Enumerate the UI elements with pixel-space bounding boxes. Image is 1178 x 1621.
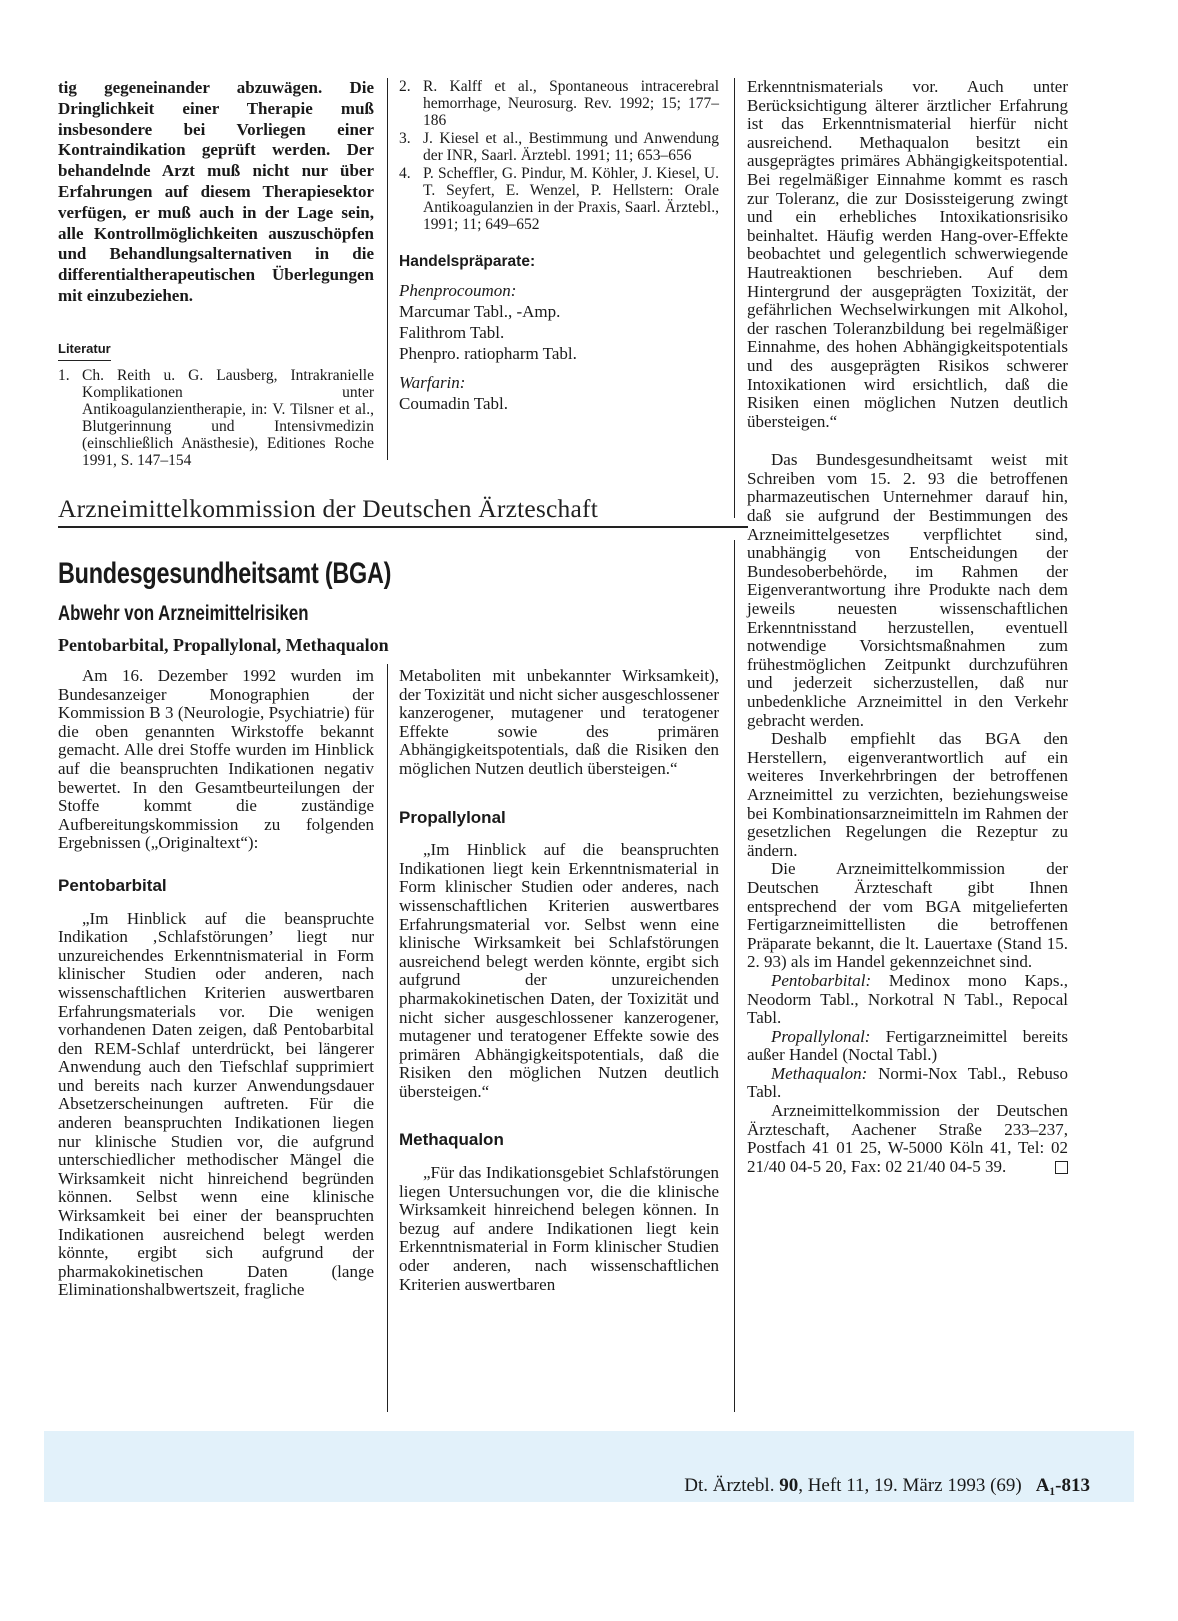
product-propallylonal (747, 1028, 1068, 1065)
pentobarbital-heading: Pentobarbital (58, 875, 167, 895)
citation-rest: , Heft 11, 19. März 1993 (69) (798, 1475, 1022, 1496)
pentobarbital-text: „Im Hinblick auf die beanspruchte Indikation ‚Schlafstörungen’ liegt nur unzureichendes Erkenntnismaterial in Form klinischer Studien oder anderen, nach wissenschaftlichen Kriterien auswertbaren Erfahrungsmaterials vor. Die wenigen vorhandenen Daten zeigen, daß Pentobarbital den REM-Schlaf unterdrückt, bei längerer Anwendung auch den Tiefschlaf supprimiert und bereits nach kurzer Anwendungsdauer Absetzerscheinungen auftreten. Für die anderen beanspruchten Indikationen liegen nur klinische Studien vor, die aufgrund unterschiedlicher methodischer Mängel die Wirksamkeit nicht hinreichend begründen können. Selbst wenn eine klinische Wirksamkeit bei einer der beanspruchten Indikationen ausreichend belegt werden könnte, ergibt sich aufgrund der pharmakokinetischen Daten (lange Eliminationshalbwertszeit, fragliche (58, 908, 374, 1300)
reference-list-1 (58, 367, 374, 469)
product-text: Medinox mono Kaps., Neodorm Tabl., Norkotral N Tabl., Repocal Tabl. (747, 970, 1068, 1028)
citation-volume: 90 (779, 1475, 799, 1496)
reference-number: 1. (58, 367, 70, 385)
product-pentobarbital (747, 972, 1068, 1028)
article-col1 (58, 667, 374, 1300)
address-text: Arzneimittelkommission der Deutschen Ärzteschaft, Aachener Straße 233–237, Postfach 41 01 25, W-5000 Köln 41, Tel: 02 21/40 04-5 20, Fax: 02 21/40 04-5 39. (747, 1101, 1068, 1176)
methaqualon-heading: Methaqualon (399, 1130, 504, 1150)
article-col3 (747, 78, 1068, 1176)
product-methaqualon (747, 1065, 1068, 1102)
product-item: Phenpro. ratiopharm Tabl. (399, 343, 577, 363)
reference-item (399, 130, 719, 164)
reference-item (58, 367, 374, 469)
article-subtitle: Abwehr von Arzneimittelrisiken (58, 602, 309, 625)
commission-paragraph: Die Arzneimittelkommission der Deutschen Ärzteschaft gibt Ihnen entsprechend der vom BGA mitgelieferten Fertigarzneimittellisten die betroffenen Präparate bekannt, die lt. Lauertaxe (Stand 15. 2. 93) als im Handel gekennzeichnet sind. (747, 859, 1068, 972)
product-label: Pentobarbital: (771, 970, 872, 990)
section-heading-bar: Arzneimittelkommission der Deutschen Ärzteschaft (58, 494, 748, 528)
col2-top (399, 78, 719, 414)
col1-top (58, 78, 374, 470)
column-rule-top-1 (387, 78, 388, 460)
article-title: Bundesgesundheitsamt (BGA) (58, 557, 392, 590)
product-label: Propallylonal: (771, 1026, 871, 1046)
reference-number: 2. (399, 78, 411, 95)
address-paragraph (747, 1102, 1068, 1176)
handelspraeparate-heading: Handelspräparate: (399, 253, 536, 270)
phenprocoumon-label: Phenprocoumon: (399, 280, 517, 300)
article-col2 (399, 667, 719, 1294)
footer-citation (684, 1475, 1090, 1497)
product-item: Marcumar Tabl., -Amp. (399, 301, 561, 321)
product-text: Fertigarzneimittel bereits außer Handel (Noctal Tabl.) (747, 1026, 1069, 1065)
reference-text: J. Kiesel et al., Bestimmung und Anwendung der INR, Saarl. Ärztebl. 1991; 11; 653–656 (423, 130, 719, 164)
reference-text: P. Scheffler, G. Pindur, M. Köhler, J. Kiesel, U. T. Seyfert, E. Wenzel, P. Hellstern: Orale Antikoagulanzien in der Praxis, Saarl. Ärztebl., 1991; 11; 649–652 (423, 165, 719, 233)
reference-item (399, 78, 719, 129)
article-substances: Pentobarbital, Propallylonal, Methaqualon (58, 635, 389, 655)
intro-paragraph: Am 16. Dezember 1992 wurden im Bundesanzeiger Monographien der Kommission B 3 (Neurologie, Psychiatrie) für die oben genannten Wirkstoffe bekannt gemacht. Alle drei Stoffe wurden im Hinblick auf die beanspruchten Indikationen negativ bewertet. In den Gesamtbeurteilungen der Stoffe kommt die zuständige Aufbereitungskommission zu folgenden Ergebnissen („Originaltext“): (58, 666, 374, 853)
continued-paragraph: Metaboliten mit unbekannter Wirksamkeit), der Toxizität und nicht sicher ausgeschlossener kanzerogener, mutagener und teratogener Effekte sowie des primären Abhängigkeitspotentials, daß die Risiken den möglichen Nutzen deutlich übersteigen.“ (399, 666, 719, 778)
bga-letter-paragraph: Das Bundesgesundheitsamt weist mit Schreiben vom 15. 2. 93 die betroffenen pharmazeutischen Unternehmer darauf hin, daß sie aufgrund der Bestimmungen des Arzneimittelgesetzes verpflichtet sind, unabhängig von Entscheidungen der Bundesoberbehörde, im Rahmen der Eigenverantwortung ihre Produkte nach dem jeweils neuesten wissenschaftlichen Erkenntnisstand herzustellen, eventuell notwendige Vorsichtsmaßnahmen zum frühestmöglichen Zeitpunkt durchzuführen und jederzeit sicherzustellen, daß nur unbedenkliche Arzneimittel in den Verkehr gebracht werden. (747, 450, 1068, 730)
product-item: Falithrom Tabl. (399, 322, 505, 342)
product-text: Normi-Nox Tabl., Rebuso Tabl. (747, 1063, 1069, 1102)
product-item: Coumadin Tabl. (399, 393, 508, 413)
page-number: A₁-813 (1035, 1475, 1090, 1496)
column-rule-bottom-1 (387, 664, 388, 1412)
end-of-article-box-icon (1055, 1161, 1068, 1174)
methaqualon-continued: Erkenntnismaterials vor. Auch unter Berücksichtigung älterer ärztlicher Erfahrung ist das Erkenntnismaterial hierfür nicht ausreichend. Methaqualon besitzt ein ausgeprägtes primäres Abhängigkeitspotential. Bei regelmäßiger Einnahme kommt es rasch zur Toleranz, die zur Dosissteigerung zwingt und ein erhebliches Intoxikationsrisiko beinhaltet. Häufig werden Hang-over-Effekte beobachtet und gelegentlich schwerwiegende Hautreaktionen beschrieben. Auf dem Hintergrund der ausgeprägten Toxizität, der gefährlichen Wechselwirkungen mit Alkohol, der raschen Toleranzbildung bei regelmäßiger Einnahme, des hohen Abhängigkeitspotentials und des ausgeprägten Risikos schwerer Intoxikationen wird ersichtlich, daß die Risiken einen möglichen Nutzen deutlich übersteigen.“ (747, 77, 1068, 431)
reference-text: R. Kalff et al., Spontaneous intracerebral hemorrhage, Neurosurg. Rev. 1992; 15; 177–186 (423, 78, 719, 129)
warfarin-label: Warfarin: (399, 372, 466, 392)
column-rule-bottom-2 (734, 540, 735, 1412)
citation-prefix: Dt. Ärztebl. (684, 1475, 780, 1496)
reference-number: 3. (399, 130, 411, 147)
reference-item (399, 165, 719, 233)
reference-number: 4. (399, 165, 411, 182)
methaqualon-text: „Für das Indikationsgebiet Schlafstörungen liegen Untersuchungen vor, die die klinische Wirksamkeit hinreichend belegen können. In bezug auf andere Indikationen liegt kein Erkenntnismaterial in Form klinischer Studien oder anderen, nach wissenschaftlichen Kriterien auswertbaren (399, 1163, 719, 1294)
literature-heading: Literatur (58, 340, 111, 362)
reference-text: Ch. Reith u. G. Lausberg, Intrakranielle Komplikationen unter Antikoagulanzientherapie, in: V. Tilsner et al., Blutgerinnung und Intensivmedizin (einschließlich Anästhesie), Editiones Roche 1991, S. 147–154 (82, 367, 374, 470)
propallylonal-text: „Im Hinblick auf die beanspruchten Indikationen liegt kein Erkenntnismaterial in Form klinischer Studien oder anderes, nach wissenschaftlichen Kriterien auswertbares Erfahrungsmaterial vor. Selbst wenn eine klinische Wirksamkeit bei Schlafstörungen ausreichend belegt werden könnte, ergibt sich aufgrund der unzureichenden pharmakokinetischen Daten, der Toxizität und nicht sicher ausgeschlossener kanzerogener, mutagener und teratogener Effekte sowie des primären Abhängigkeitspotentials, daß die Risiken den möglichen Nutzen deutlich übersteigen.“ (399, 840, 719, 1101)
closing-paragraph: tig gegeneinander abzuwägen. Die Dringlichkeit einer Therapie muß insbesondere bei Vorliegen einer Kontraindikation geprüft werden. Der behandelnde Arzt muß nicht nur über Erfahrungen auf diesem Therapiesektor verfügen, er muß auch in der Lage sein, alle Kontrollmöglichkeiten auszuschöpfen und Behandlungsalternativen in die differentialtherapeutischen Überlegungen mit einzubeziehen. (58, 78, 374, 305)
recommendation-paragraph: Deshalb empfiehlt das BGA den Herstellern, eigenverantwortlich auf ein weiteres Inverkehrbringen der betroffenen Arzneimittel zu verzichten, beziehungsweise bei Kombinationsarzneimitteln im Rahmen der gesetzlichen Regelungen die Rezeptur zu ändern. (747, 729, 1068, 860)
column-rule-top-2 (734, 78, 735, 518)
reference-list-2 (399, 78, 719, 233)
product-label: Methaqualon: (771, 1063, 868, 1083)
propallylonal-heading: Propallylonal (399, 807, 506, 827)
